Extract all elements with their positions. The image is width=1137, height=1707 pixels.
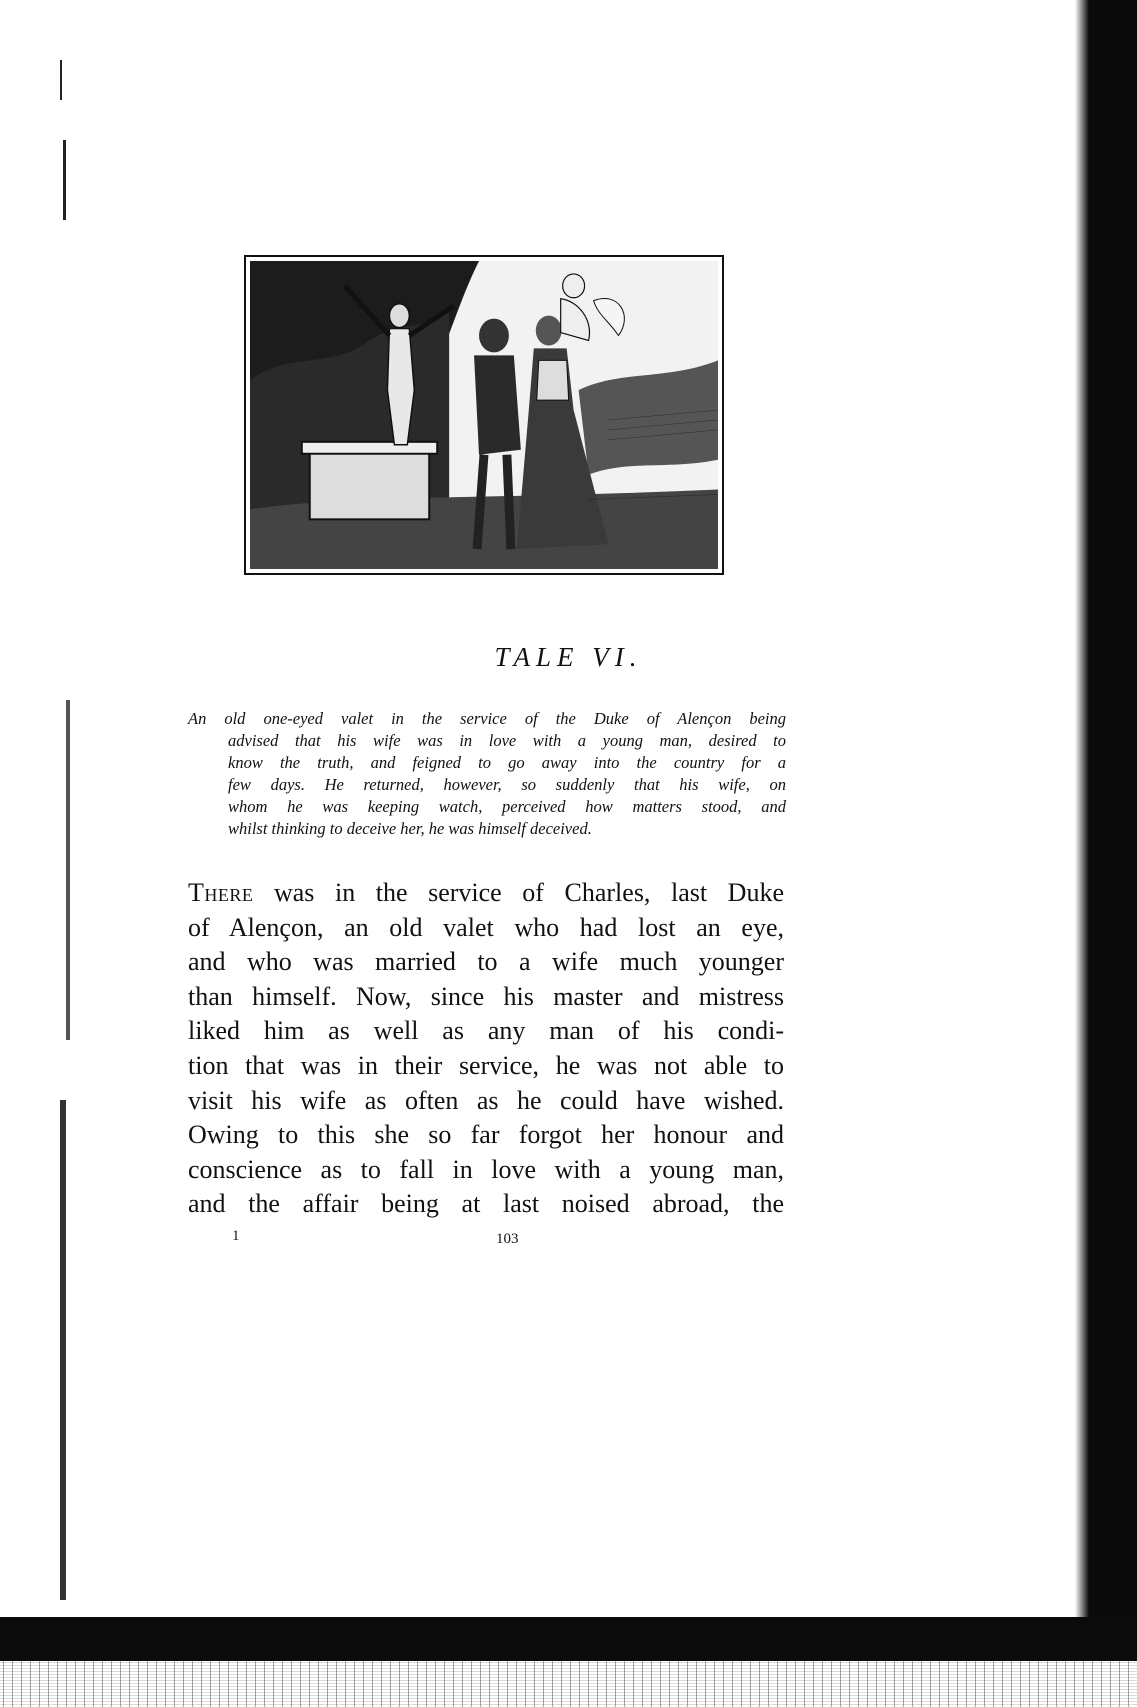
drop-word: There — [188, 878, 254, 907]
signature-mark: 1 — [232, 1228, 240, 1244]
body-line — [188, 876, 784, 911]
body-line: Owing to this she so far forgot her honour and — [188, 1120, 784, 1150]
tale-body — [188, 876, 784, 1222]
argument-line: know the truth, and feigned to go away into the country for a — [228, 753, 786, 772]
body-line: of Alençon, an old valet who had lost an eye, — [188, 912, 784, 942]
right-scan-edge — [1067, 0, 1137, 1707]
body-line: liked him as well as any man of his condi- — [188, 1016, 784, 1046]
body-line: tion that was in their service, he was not able to — [188, 1050, 784, 1080]
body-line: and the affair being at last noised abroad, the — [188, 1189, 784, 1219]
tale-title: TALE VI. — [494, 642, 643, 672]
body-line: and who was married to a wife much younger — [188, 947, 784, 977]
bottom-dark-band — [0, 1617, 1137, 1661]
argument-line: whilst thinking to deceive her, he was himself deceived. — [228, 819, 592, 838]
argument-line: few days. He returned, however, so suddenly that his wife, on — [228, 775, 786, 794]
body-line-rest: was in the service of Charles, last Duke — [253, 878, 784, 907]
bottom-scan-edge — [0, 1617, 1137, 1707]
left-scan-edge — [0, 0, 80, 1707]
argument-line: An old one-eyed valet in the service of the Duke of Alençon being — [188, 709, 786, 728]
argument-line: advised that his wife was in love with a young man, desired to — [228, 731, 786, 750]
tale-argument — [188, 708, 786, 840]
body-line: conscience as to fall in love with a young man, — [188, 1154, 784, 1184]
body-line: visit his wife as often as he could have wished. — [188, 1085, 784, 1115]
body-line: than himself. Now, since his master and mistress — [188, 981, 784, 1011]
argument-line: whom he was keeping watch, perceived how matters stood, and — [228, 797, 786, 816]
frontispiece-illustration — [244, 255, 724, 575]
page-number: 103 — [496, 1231, 519, 1247]
engraving-icon — [250, 261, 718, 569]
